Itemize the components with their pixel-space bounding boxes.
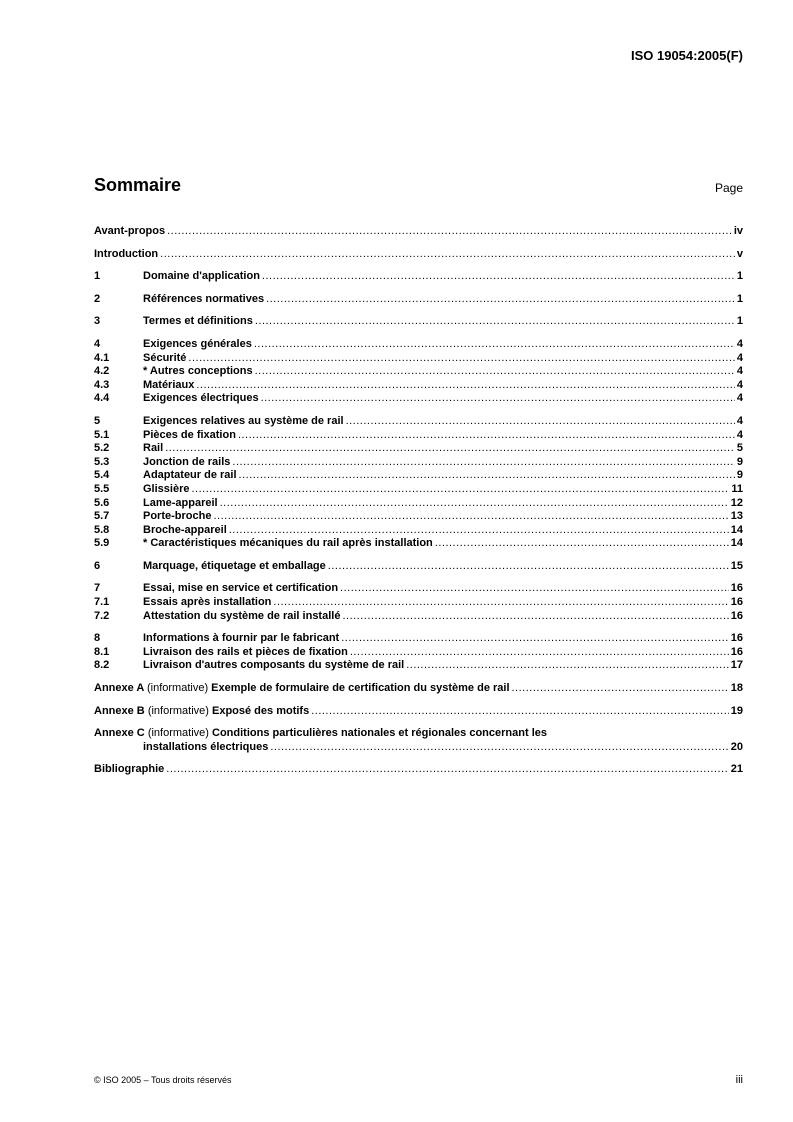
dot-leader — [328, 560, 729, 574]
toc-entry[interactable] — [94, 560, 743, 574]
dot-leader — [273, 596, 728, 610]
toc-page-number: 9 — [736, 469, 743, 482]
toc-annex-label — [94, 727, 547, 741]
toc-entry[interactable] — [94, 510, 743, 524]
toc-entry[interactable] — [94, 379, 743, 393]
dot-leader — [196, 379, 735, 393]
toc-page-number: 15 — [730, 559, 743, 572]
toc-number: 1 — [94, 270, 101, 283]
toc-group — [94, 248, 743, 262]
table-of-contents — [94, 225, 743, 786]
toc-group — [94, 582, 743, 623]
toc-number: 5.8 — [94, 523, 110, 536]
toc-number: 5.4 — [94, 469, 110, 482]
toc-number: 8 — [94, 632, 101, 645]
toc-entry[interactable] — [94, 537, 743, 551]
annex-type: (informative) — [147, 704, 209, 717]
toc-group — [94, 560, 743, 574]
dot-leader — [342, 610, 728, 624]
toc-number: 7.1 — [94, 596, 110, 609]
toc-label: Rail — [143, 442, 164, 455]
toc-entry[interactable] — [94, 293, 743, 307]
toc-annex-label — [94, 682, 510, 696]
toc-label: * Autres conceptions — [143, 365, 253, 378]
toc-label: Attestation du système de rail installé — [143, 609, 341, 622]
toc-entry[interactable] — [94, 352, 743, 366]
dot-leader — [232, 456, 734, 470]
toc-number: 5.5 — [94, 482, 110, 495]
toc-entry[interactable] — [94, 497, 743, 511]
toc-entry[interactable] — [94, 248, 743, 262]
toc-label: Livraison d'autres composants du système de rail — [143, 659, 405, 672]
toc-group — [94, 763, 743, 777]
toc-group — [94, 727, 743, 754]
toc-entry[interactable] — [94, 483, 743, 497]
annex-title: Exposé des motifs — [212, 704, 310, 717]
dot-leader — [311, 705, 729, 719]
document-id: ISO 19054:2005(F) — [630, 48, 743, 63]
toc-label: Avant-propos — [94, 225, 166, 237]
toc-label: Jonction de rails — [143, 455, 231, 468]
toc-entry[interactable] — [94, 632, 743, 646]
dot-leader — [435, 537, 729, 551]
toc-label: Adaptateur de rail — [143, 469, 237, 482]
toc-label-continued: installations électriques — [143, 740, 269, 753]
toc-page-number: 18 — [730, 682, 743, 695]
toc-group — [94, 682, 743, 696]
toc-number: 4 — [94, 337, 101, 350]
toc-label: Matériaux — [143, 378, 195, 391]
toc-label: Essais après installation — [143, 596, 272, 609]
toc-entry[interactable] — [94, 596, 743, 610]
toc-page-number: 11 — [731, 482, 743, 495]
toc-entry[interactable] — [94, 415, 743, 429]
dot-leader — [229, 524, 729, 538]
annex-name: Annexe B — [94, 704, 145, 717]
toc-page-number: 4 — [736, 337, 743, 350]
toc-entry[interactable] — [94, 741, 743, 755]
annex-name: Annexe A — [94, 682, 144, 695]
toc-page-number: v — [736, 247, 743, 260]
toc-label: Pièces de fixation — [143, 428, 236, 441]
toc-label: Lame-appareil — [143, 496, 218, 509]
toc-group — [94, 415, 743, 551]
toc-group — [94, 293, 743, 307]
toc-number: 4.1 — [94, 351, 110, 364]
toc-label: Exigences relatives au système de rail — [143, 414, 344, 427]
dot-leader — [261, 392, 735, 406]
toc-page-number: 20 — [730, 740, 743, 753]
toc-entry[interactable] — [94, 659, 743, 673]
dot-leader — [340, 582, 729, 596]
toc-number: 3 — [94, 315, 101, 328]
toc-number: 5.2 — [94, 442, 110, 455]
dot-leader — [254, 338, 735, 352]
toc-page-number: iv — [733, 225, 743, 237]
toc-entry[interactable] — [94, 225, 743, 239]
toc-page-number: 12 — [730, 496, 743, 509]
toc-page-number: 17 — [730, 659, 743, 672]
toc-label: Introduction — [94, 247, 159, 260]
annex-type: (informative) — [146, 682, 209, 695]
toc-entry[interactable] — [94, 338, 743, 352]
toc-number: 7 — [94, 582, 101, 595]
toc-page-number: 21 — [730, 763, 743, 776]
toc-annex-label — [94, 705, 309, 719]
toc-entry[interactable] — [94, 727, 743, 741]
toc-group — [94, 270, 743, 284]
toc-entry[interactable] — [94, 469, 743, 483]
annex-title: Conditions particulières nationales et régionales concernant les — [212, 727, 547, 740]
annex-name: Annexe C — [94, 727, 145, 740]
toc-page-number: 1 — [736, 270, 743, 283]
toc-label: Exigences générales — [143, 337, 252, 350]
dot-leader — [266, 293, 735, 307]
toc-label: * Caractéristiques mécaniques du rail après installation — [143, 537, 433, 550]
toc-page-number: 19 — [730, 704, 743, 717]
toc-page-number: 9 — [736, 455, 743, 468]
toc-entry[interactable] — [94, 365, 743, 379]
toc-entry[interactable] — [94, 270, 743, 284]
toc-page-number: 14 — [730, 537, 743, 550]
dot-leader — [167, 225, 732, 239]
toc-entry[interactable] — [94, 524, 743, 538]
dot-leader — [238, 429, 735, 443]
toc-group — [94, 338, 743, 406]
toc-page-number: 4 — [736, 392, 743, 405]
dot-leader — [512, 682, 729, 696]
dot-leader — [255, 315, 735, 329]
page-title: Sommaire — [94, 175, 182, 195]
toc-entry[interactable] — [94, 763, 743, 777]
toc-number: 5.1 — [94, 428, 110, 441]
toc-number: 4.4 — [94, 392, 110, 405]
toc-label: Marquage, étiquetage et emballage — [143, 559, 326, 572]
dot-leader — [341, 632, 729, 646]
toc-page-number: 16 — [730, 609, 743, 622]
toc-entry[interactable] — [94, 429, 743, 443]
toc-entry[interactable] — [94, 682, 743, 696]
toc-label: Termes et définitions — [143, 315, 253, 328]
toc-page-number: 16 — [730, 596, 743, 609]
toc-label: Références normatives — [143, 292, 265, 305]
toc-number: 8.1 — [94, 645, 110, 658]
toc-label: Bibliographie — [94, 763, 165, 776]
dot-leader — [346, 415, 735, 429]
toc-entry[interactable] — [94, 442, 743, 456]
toc-number: 8.2 — [94, 659, 110, 672]
footer-page-number: iii — [735, 1074, 743, 1086]
annex-title: Exemple de formulaire de certification du système de rail — [211, 682, 510, 695]
toc-label: Broche-appareil — [143, 523, 227, 536]
dot-leader — [406, 659, 729, 673]
toc-number: 5 — [94, 414, 101, 427]
toc-label: Livraison des rails et pièces de fixation — [143, 645, 348, 658]
toc-entry[interactable] — [94, 392, 743, 406]
dot-leader — [213, 510, 728, 524]
toc-number: 5.9 — [94, 537, 110, 550]
toc-number: 6 — [94, 559, 101, 572]
toc-number: 5.6 — [94, 496, 110, 509]
toc-entry[interactable] — [94, 582, 743, 596]
toc-number: 5.3 — [94, 455, 110, 468]
dot-leader — [160, 248, 735, 262]
toc-group — [94, 315, 743, 329]
toc-label: Domaine d'application — [143, 270, 260, 283]
annex-type: (informative) — [147, 727, 209, 740]
toc-number: 2 — [94, 292, 101, 305]
footer-copyright: © ISO 2005 – Tous droits réservés — [94, 1075, 232, 1085]
toc-page-number: 4 — [736, 351, 743, 364]
toc-entry[interactable] — [94, 705, 743, 719]
dot-leader — [166, 763, 728, 777]
toc-page-number: 14 — [730, 523, 743, 536]
toc-page-number: 13 — [730, 510, 743, 523]
page-column-heading: Page — [714, 181, 743, 195]
dot-leader — [255, 365, 735, 379]
toc-label: Sécurité — [143, 351, 187, 364]
toc-group — [94, 705, 743, 719]
toc-label: Exigences électriques — [143, 392, 259, 405]
dot-leader — [220, 497, 729, 511]
toc-page-number: 16 — [730, 582, 743, 595]
dot-leader — [165, 442, 735, 456]
toc-number: 5.7 — [94, 510, 110, 523]
dot-leader — [188, 352, 734, 366]
toc-page-number: 16 — [730, 645, 743, 658]
toc-number: 4.2 — [94, 365, 110, 378]
toc-group — [94, 225, 743, 239]
toc-page-number: 4 — [736, 378, 743, 391]
dot-leader — [239, 469, 735, 483]
toc-label: Informations à fournir par le fabricant — [143, 632, 340, 645]
toc-page-number: 16 — [730, 632, 743, 645]
dot-leader — [262, 270, 735, 284]
dot-leader — [270, 741, 728, 755]
toc-entry[interactable] — [94, 610, 743, 624]
toc-page-number: 1 — [736, 292, 743, 305]
toc-label: Essai, mise en service et certification — [143, 582, 339, 595]
toc-page-number: 4 — [736, 428, 743, 441]
dot-leader — [191, 483, 729, 497]
toc-group — [94, 632, 743, 673]
toc-entry[interactable] — [94, 456, 743, 470]
dot-leader — [350, 646, 729, 660]
toc-page-number: 4 — [736, 365, 743, 378]
toc-page-number: 4 — [736, 414, 743, 427]
toc-entry[interactable] — [94, 315, 743, 329]
toc-page-number: 5 — [736, 442, 743, 455]
toc-label: Glissière — [143, 482, 190, 495]
toc-number: 7.2 — [94, 609, 110, 622]
toc-entry[interactable] — [94, 646, 743, 660]
toc-label: Porte-broche — [143, 510, 212, 523]
toc-number: 4.3 — [94, 378, 110, 391]
toc-page-number: 1 — [736, 315, 743, 328]
